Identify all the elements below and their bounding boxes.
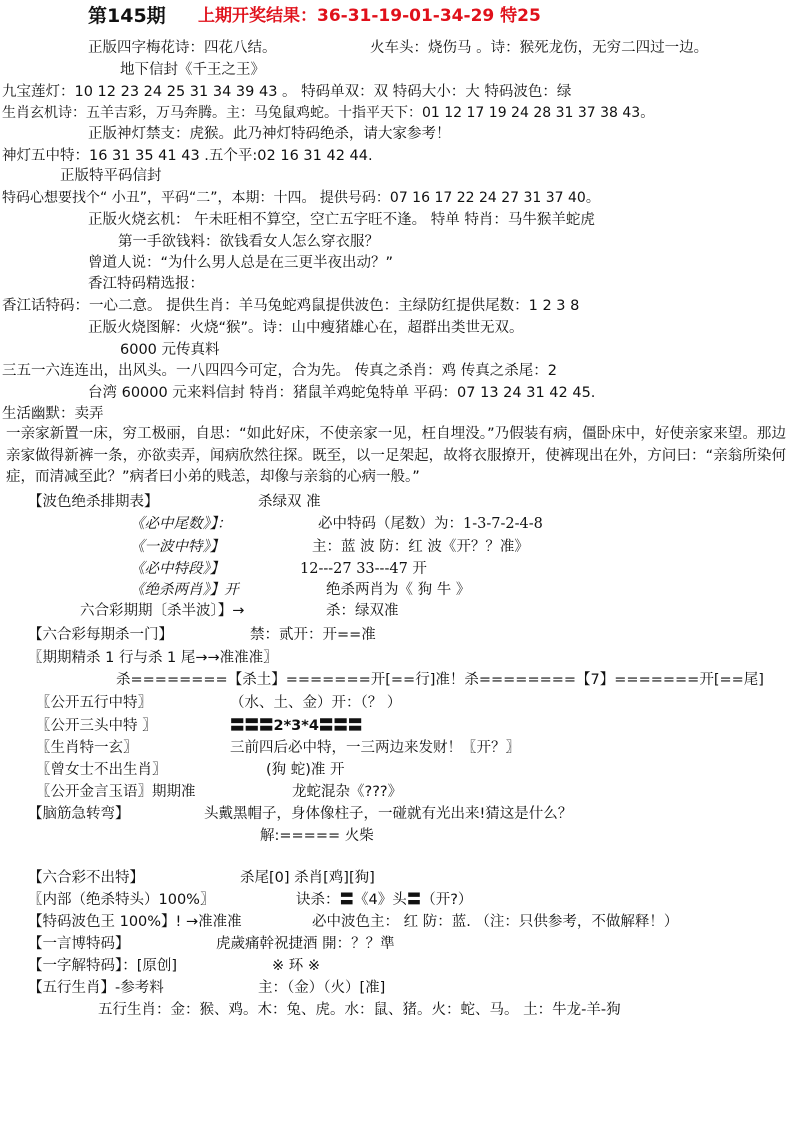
santou-label: 〖公开三头中特 〗 [36,718,157,734]
yimen-title: 【六合彩每期杀一门】 [28,627,173,643]
zengnvshi-value: (狗 蛇)准 开 [266,762,345,778]
bose-wang-label: 【特码波色王 100%】! →准准准 [28,914,242,930]
line-taiwan: 台湾 60000 元来料信封 特肖：猪鼠羊鸡蛇兔特单 平码：07 13 24 31 42 45. [88,385,596,401]
line-taoist: 曾道人说：“为什么男人总是在三更半夜出动？” [88,255,394,271]
bose-kill: 杀绿双 准 [258,494,321,510]
issue-number: 第145期 [88,5,166,27]
teduan-label: 《必中特段》】 [130,561,225,577]
line-lotus-lamp: 九宝莲灯：10 12 23 24 25 31 34 39 43 。 特码单双：双 特码大小：大 特码波色：绿 [2,84,572,100]
neibu-label: 〖内部（绝杀特头）100%〗 [28,892,215,908]
bose-title: 【波色绝杀排期表】 [28,494,159,510]
line-plum-poem: 正版四字梅花诗：四花八结。 [88,40,277,56]
jinyan-value: 龙蛇混杂《???》 [292,784,403,800]
naojin-question: 头戴黑帽子，身体像柱子，一碰就有光出来!猜这是什么？ [204,806,573,822]
bizhong-weishu-value: 必中特码（尾数）为：1-3-7-2-4-8 [318,516,543,532]
shengxiao-yixuan-value: 三前四后必中特，一三两边来发财！〖开？〗 [230,740,520,756]
line-fax: 三五一六连连出，出风头。一八四四今可定，合为先。 传真之杀肖：鸡 传真之杀尾：2 [2,363,557,379]
buchu-label: 【六合彩不出特】 [28,870,144,886]
line-clown: 特码心想要找个“ 小丑”，平码“二”，本期：十四。 提供号码：07 16 17 22 24 27 31 37 40。 [2,190,600,206]
bose-wang-value: 必中波色主： 红 防：蓝. （注：只供参考，不做解释！） [312,914,679,930]
teduan-value: 12---27 33---47 开 [300,561,427,577]
line-humor-title: 生活幽默：卖弄 [2,406,104,422]
buchu-value: 杀尾[0] 杀肖[鸡][狗] [240,870,375,886]
line-underground-envelope: 地下信封《千王之王》 [120,62,265,78]
yimen-value: 禁：贰开：开==准 [250,627,376,643]
naojin-label: 【脑筋急转弯】 [28,806,130,822]
wuxing-pub-value: （水、土、金）开：（？ ） [230,695,402,711]
line-xiangjiang: 香江话特码：一心二意。 提供生肖：羊马兔蛇鸡鼠提供波色：主绿防红提供尾数：1 2 3 8 [2,298,580,314]
liangxiao-value: 绝杀两肖为《 狗 牛 》 [326,582,471,598]
yizi-value: ※ 环 ※ [272,958,321,974]
banbo-label: 六合彩期期〔杀半波〕】→ [80,603,245,619]
line-lamp-ban: 正版神灯禁支：虎猴。此乃神灯特码绝杀，请大家参考！ [88,126,451,142]
yibo-value: 主：蓝 波 防：红 波《开？？准》 [312,539,529,555]
shengxiao-yixuan-label: 〖生肖特一玄〗 [36,740,138,756]
line-first-hand: 第一手欲钱料：欲钱看女人怎么穿衣服？ [118,234,379,250]
wuxing-sx-value: 主：（金）（火）[准] [258,980,386,996]
yiyan-label: 【一言博特码】 [28,936,130,952]
yiyan-value: 虎歲痛幹祝捷酒 開：？？準 [216,936,395,952]
bizhong-weishu-label: 《必中尾数》】： [130,516,232,532]
line-fire-diagram: 正版火烧图解：火烧“猴”。诗：山中瘦猪雄心在，超群出类世无双。 [88,320,524,336]
line-fire-riddle: 正版火烧玄机： 午未旺相不算空，空亡五字旺不逢。 特单 特肖：马牛猴羊蛇虎 [88,212,595,228]
naojin-answer: 解:===== 火柴 [260,828,374,844]
yibo-label: 《一波中特》】 [130,539,225,555]
jingsha-title: 〖期期精杀 1 行与杀 1 尾→→准准准〗 [28,650,278,666]
humor-paragraph: 一亲家新置一床，穷工极丽，自思：“如此好床，不使亲家一见，枉自埋没。”乃假装有病，僵卧床中，好使亲家来望。那边亲家做得新裤一条，亦欲卖弄，闻病欣然往探。既至，以一足架起，故将衣服撩开，使裤现出在外，方问曰：“亲翁所染何症，而清减至此？”病者曰小弟的贱恙，却像与亲翁的心病一般。” [6,426,786,485]
liangxiao-label: 《绝杀两肖》】开 [130,582,239,598]
line-locomotive: 火车头：烧伤马 。诗：猴死龙伤，无穷二四过一边。 [370,40,709,56]
wuxing-pub-label: 〖公开五行中特〗 [36,695,152,711]
line-xiangjiang-title: 香江特码精选报： [88,276,204,292]
yizi-label: 【一字解特码】：[原创] [28,958,178,974]
santou-value: 〓〓〓2*3*4〓〓〓 [230,718,363,734]
wuxing-list: 五行生肖：金：猴、鸡。木：兔、虎。水：鼠、猪。火：蛇、马。 土：牛龙-羊-狗 [98,1002,621,1018]
jinyan-label: 〖公开金言玉语〗期期准 [36,784,196,800]
wuxing-sx-label: 【五行生肖】-参考料 [28,980,164,996]
zengnvshi-label: 〖曾女士不出生肖〗 [36,762,167,778]
sha-tu-line: 杀========【杀土】=======开[==行]准！杀========【7】=======开[==尾] [116,672,764,688]
banbo-value: 杀：绿双准 [326,603,399,619]
line-lamp-five: 神灯五中特：16 31 35 41 43 .五个平:02 16 31 42 44. [2,148,373,164]
line-special-envelope: 正版特平码信封 [60,168,162,184]
neibu-value: 诀杀：〓《4》头〓（开?） [296,892,473,908]
line-zodiac-riddle: 生肖玄机诗：五羊吉彩，万马奔腾。主：马兔鼠鸡蛇。十指平天下：01 12 17 19 24 28 31 37 38 43。 [2,105,655,121]
last-draw-result: 上期开奖结果：36-31-19-01-34-29 特25 [198,6,541,26]
line-fax-title: 6000 元传真料 [120,342,220,358]
